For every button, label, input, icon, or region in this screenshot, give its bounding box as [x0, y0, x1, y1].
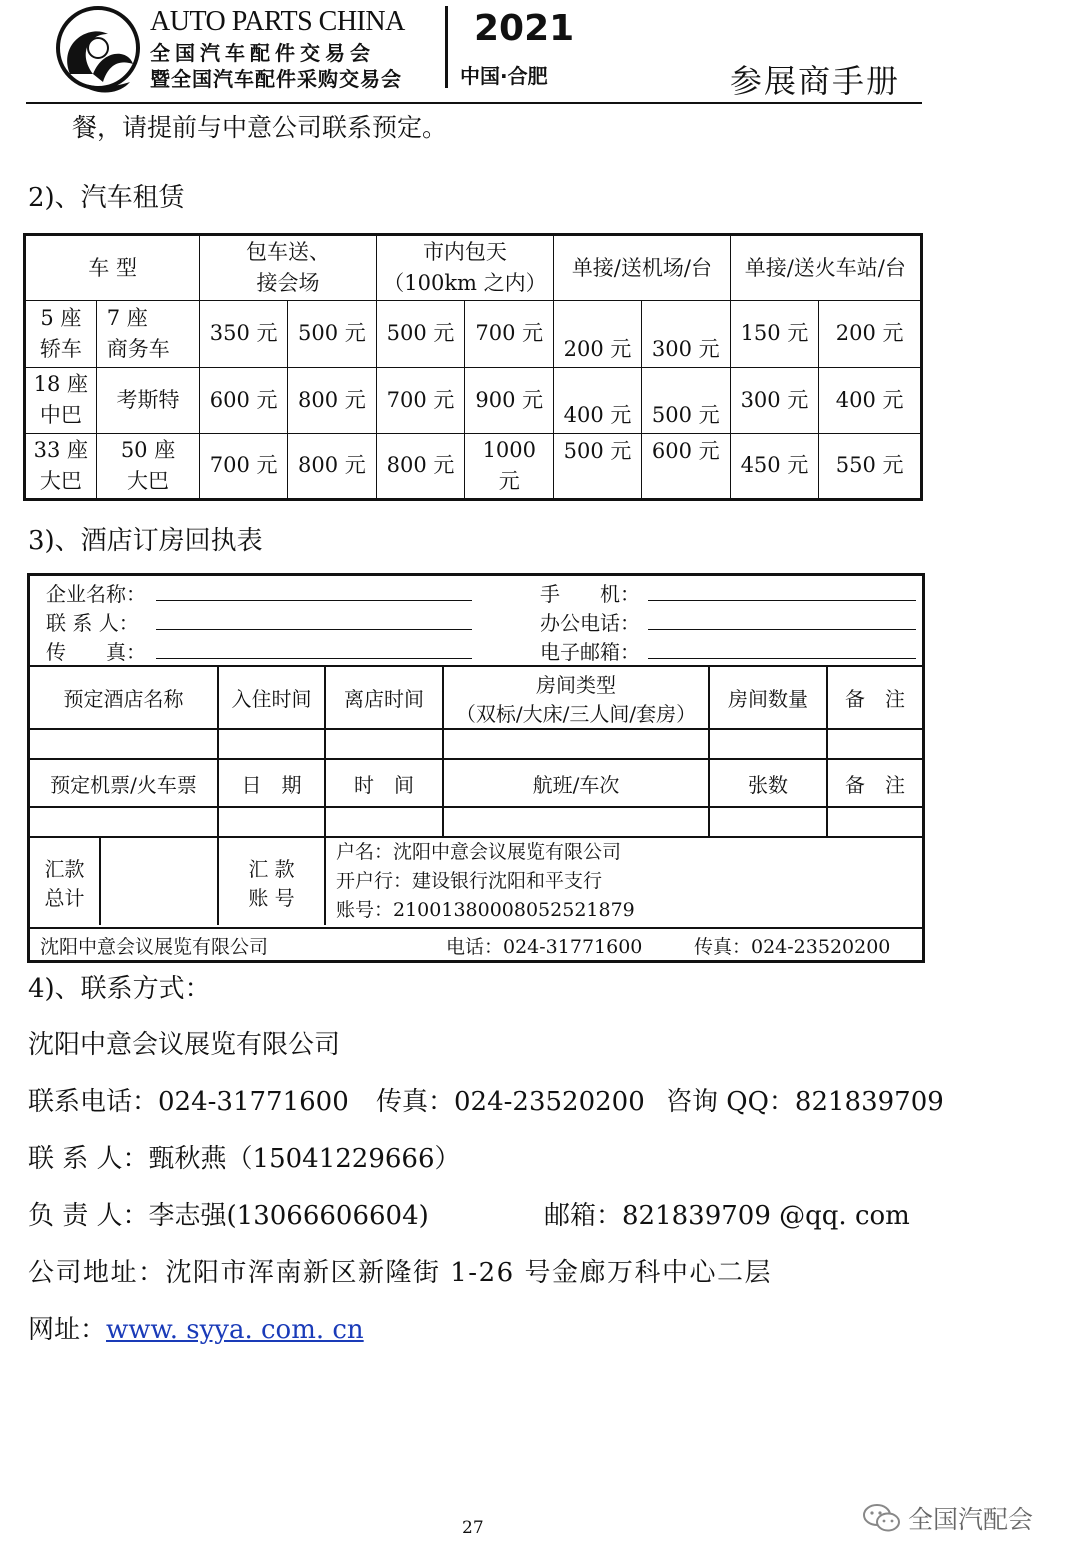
hotel-form-heading: 3)、酒店订房回执表	[28, 526, 263, 556]
cell-text: 元	[498, 468, 520, 493]
col-checkout: 离店时间	[325, 667, 443, 729]
contact-heading: 4)、联系方式：	[28, 974, 211, 1004]
ticket-input[interactable]	[30, 807, 218, 837]
col-time: 时 间	[325, 759, 443, 807]
office-phone-field[interactable]	[648, 629, 916, 630]
page-header	[0, 0, 1080, 110]
contact-manager: 负 责 人：李志强(13066606604)	[28, 1201, 429, 1231]
cell-text: 50 座	[120, 437, 176, 462]
contact-person-field[interactable]	[156, 629, 472, 630]
price-cell: 350 元	[200, 301, 288, 367]
company-name-field[interactable]	[156, 600, 472, 601]
price-cell: 900 元	[465, 367, 554, 433]
cell-text: 总计	[44, 885, 85, 910]
bank-account-info	[325, 837, 922, 925]
col-ticket-remark: 备 注	[827, 759, 922, 807]
contact-company: 沈阳中意会议展览有限公司	[28, 1030, 341, 1060]
brand-chinese-line2: 暨全国汽车配件采购交易会	[150, 67, 402, 91]
price-cell: 500 元	[554, 433, 642, 499]
table-header-row	[25, 235, 922, 301]
col-remark: 备 注	[827, 667, 922, 729]
time-input[interactable]	[325, 807, 443, 837]
cell-text: （双标/大床/三人间/套房）	[455, 701, 697, 726]
remark-input[interactable]	[827, 729, 922, 759]
price-cell: 200 元	[819, 301, 922, 367]
vehicle-33-seat	[25, 433, 97, 499]
checkin-input[interactable]	[218, 729, 325, 759]
page-number: 27	[462, 1518, 484, 1538]
footer-fax: 传真：024-23520200	[694, 936, 891, 958]
website-line	[28, 1309, 364, 1346]
cell-text: 7 座	[106, 305, 148, 330]
booking-grid	[30, 667, 922, 925]
header-divider	[445, 6, 448, 88]
count-input[interactable]	[709, 807, 827, 837]
header-charter-l1: 包车送、	[246, 240, 330, 265]
cell-text: 中巴	[39, 403, 82, 428]
contact-address: 公司地址：沈阳市浑南新区新隆街 1-26 号金廊万科中心二层	[28, 1258, 772, 1288]
col-room-qty: 房间数量	[709, 667, 827, 729]
cell-text: 汇款	[44, 856, 85, 881]
ticket-entry-row	[30, 807, 922, 837]
hotel-name-input[interactable]	[30, 729, 218, 759]
cell-text: 大巴	[39, 468, 82, 493]
car-rental-heading: 2)、汽车租赁	[28, 183, 185, 213]
vehicle-7-seat	[96, 301, 200, 367]
continued-paragraph: 餐，请提前与中意公司联系预定。	[72, 113, 448, 142]
table-row	[25, 433, 922, 499]
room-qty-input[interactable]	[709, 729, 827, 759]
company-info-block	[30, 576, 922, 667]
contact-person-label: 联 系 人：	[46, 611, 139, 635]
cell-text: 房间类型	[536, 672, 616, 697]
header-airport: 单接/送机场/台	[554, 235, 730, 301]
col-flight: 航班/车次	[443, 759, 709, 807]
mobile-field[interactable]	[648, 600, 916, 601]
watermark	[862, 1500, 1033, 1536]
price-cell: 400 元	[819, 367, 922, 433]
bank-name: 开户行：建设银行沈阳和平支行	[336, 870, 603, 892]
header-city-day	[376, 235, 553, 301]
price-cell: 800 元	[376, 433, 465, 499]
cell-text: 轿车	[39, 336, 82, 361]
cell-text: 5 座	[40, 305, 82, 330]
ticket-header-row	[30, 759, 922, 807]
office-phone-label: 办公电话：	[540, 611, 640, 635]
table-row	[25, 301, 922, 367]
header-rule	[26, 102, 922, 104]
form-footer	[30, 927, 922, 960]
contact-fax: 传真：024-23520200	[376, 1087, 645, 1117]
contact-person: 联 系 人：甄秋燕（15041229666）	[28, 1144, 461, 1174]
ticket-remark-input[interactable]	[827, 807, 922, 837]
account-name: 户名：沈阳中意会议展览有限公司	[336, 841, 622, 863]
price-cell: 400 元	[554, 367, 642, 433]
table-row	[25, 367, 922, 433]
cell-text: 33 座	[33, 437, 89, 462]
col-count: 张数	[709, 759, 827, 807]
price-cell: 800 元	[288, 433, 377, 499]
apcex-logo	[48, 4, 148, 102]
hotel-booking-form	[27, 573, 925, 963]
checkout-input[interactable]	[325, 729, 443, 759]
vehicle-18-seat	[25, 367, 97, 433]
header-city-l1: 市内包天	[422, 240, 507, 265]
hotel-header-row	[30, 667, 922, 729]
vehicle-50-seat	[96, 433, 200, 499]
cell-text: 大巴	[127, 468, 170, 493]
header-charter	[200, 235, 376, 301]
vehicle-coaster: 考斯特	[96, 367, 200, 433]
price-cell: 550 元	[819, 433, 922, 499]
header-city-l2: （100km 之内）	[383, 271, 547, 296]
price-cell: 700 元	[376, 367, 465, 433]
remit-total-label	[30, 837, 100, 925]
footer-company: 沈阳中意会议展览有限公司	[40, 936, 269, 958]
hotel-entry-row	[30, 729, 922, 759]
car-rental-table	[23, 233, 923, 501]
price-cell: 500 元	[376, 301, 465, 367]
price-cell: 800 元	[288, 367, 377, 433]
cell-text: 商务车	[106, 336, 170, 361]
price-cell: 500 元	[288, 301, 377, 367]
price-cell: 450 元	[730, 433, 819, 499]
email-label: 电子邮箱：	[540, 640, 640, 664]
contact-qq: 咨询 QQ：821839709	[666, 1087, 944, 1117]
room-type-input[interactable]	[443, 729, 709, 759]
price-cell: 150 元	[730, 301, 819, 367]
remit-account-label	[218, 837, 325, 925]
company-name-label: 企业名称：	[46, 582, 146, 606]
header-charter-l2: 接会场	[256, 271, 320, 296]
cell-text: 账 号	[248, 885, 295, 910]
price-cell	[465, 433, 554, 499]
website-label: 网址：	[28, 1315, 107, 1345]
watermark-text: 全国汽配会	[908, 1505, 1034, 1534]
contact-phone: 联系电话：024-31771600	[28, 1087, 349, 1117]
col-ticket: 预定机票/火车票	[30, 759, 218, 807]
fax-field[interactable]	[156, 658, 472, 659]
col-checkin: 入住时间	[218, 667, 325, 729]
vehicle-5-seat	[25, 301, 97, 367]
fax-label: 传 真：	[46, 640, 146, 664]
price-cell: 500 元	[641, 367, 730, 433]
cell-text: 汇 款	[248, 856, 295, 881]
col-hotel-name: 预定酒店名称	[30, 667, 218, 729]
contact-email: 邮箱：821839709 @qq. com	[544, 1201, 910, 1231]
header-year: 2021	[474, 8, 575, 49]
website-link[interactable]: www. syya. com. cn	[106, 1315, 364, 1345]
price-cell: 600 元	[641, 433, 730, 499]
price-cell: 300 元	[730, 367, 819, 433]
remittance-row	[30, 837, 922, 925]
price-cell: 300 元	[641, 301, 730, 367]
col-date: 日 期	[218, 759, 325, 807]
mobile-label: 手 机：	[540, 582, 640, 606]
header-station: 单接/送火车站/台	[730, 235, 921, 301]
brand-chinese-line1: 全国汽车配件交易会	[150, 41, 375, 65]
account-number: 账号：21001380008052521879	[336, 899, 635, 921]
price-cell: 200 元	[554, 301, 642, 367]
wechat-icon	[862, 1502, 902, 1534]
price-cell: 700 元	[465, 301, 554, 367]
brand-english: AUTO PARTS CHINA	[150, 6, 405, 37]
cell-text: 18 座	[33, 372, 89, 397]
cell-text: 1000	[482, 437, 537, 462]
col-room-type	[443, 667, 709, 729]
price-cell: 700 元	[200, 433, 288, 499]
date-input[interactable]	[218, 807, 325, 837]
header-city: 中国·合肥	[460, 64, 548, 88]
footer-phone: 电话：024-31771600	[446, 936, 643, 958]
header-vehicle-type: 车 型	[25, 235, 200, 301]
email-field[interactable]	[648, 658, 916, 659]
manual-title: 参展商手册	[730, 62, 901, 100]
flight-input[interactable]	[443, 807, 709, 837]
price-cell: 600 元	[200, 367, 288, 433]
remit-total-input[interactable]	[100, 837, 218, 925]
